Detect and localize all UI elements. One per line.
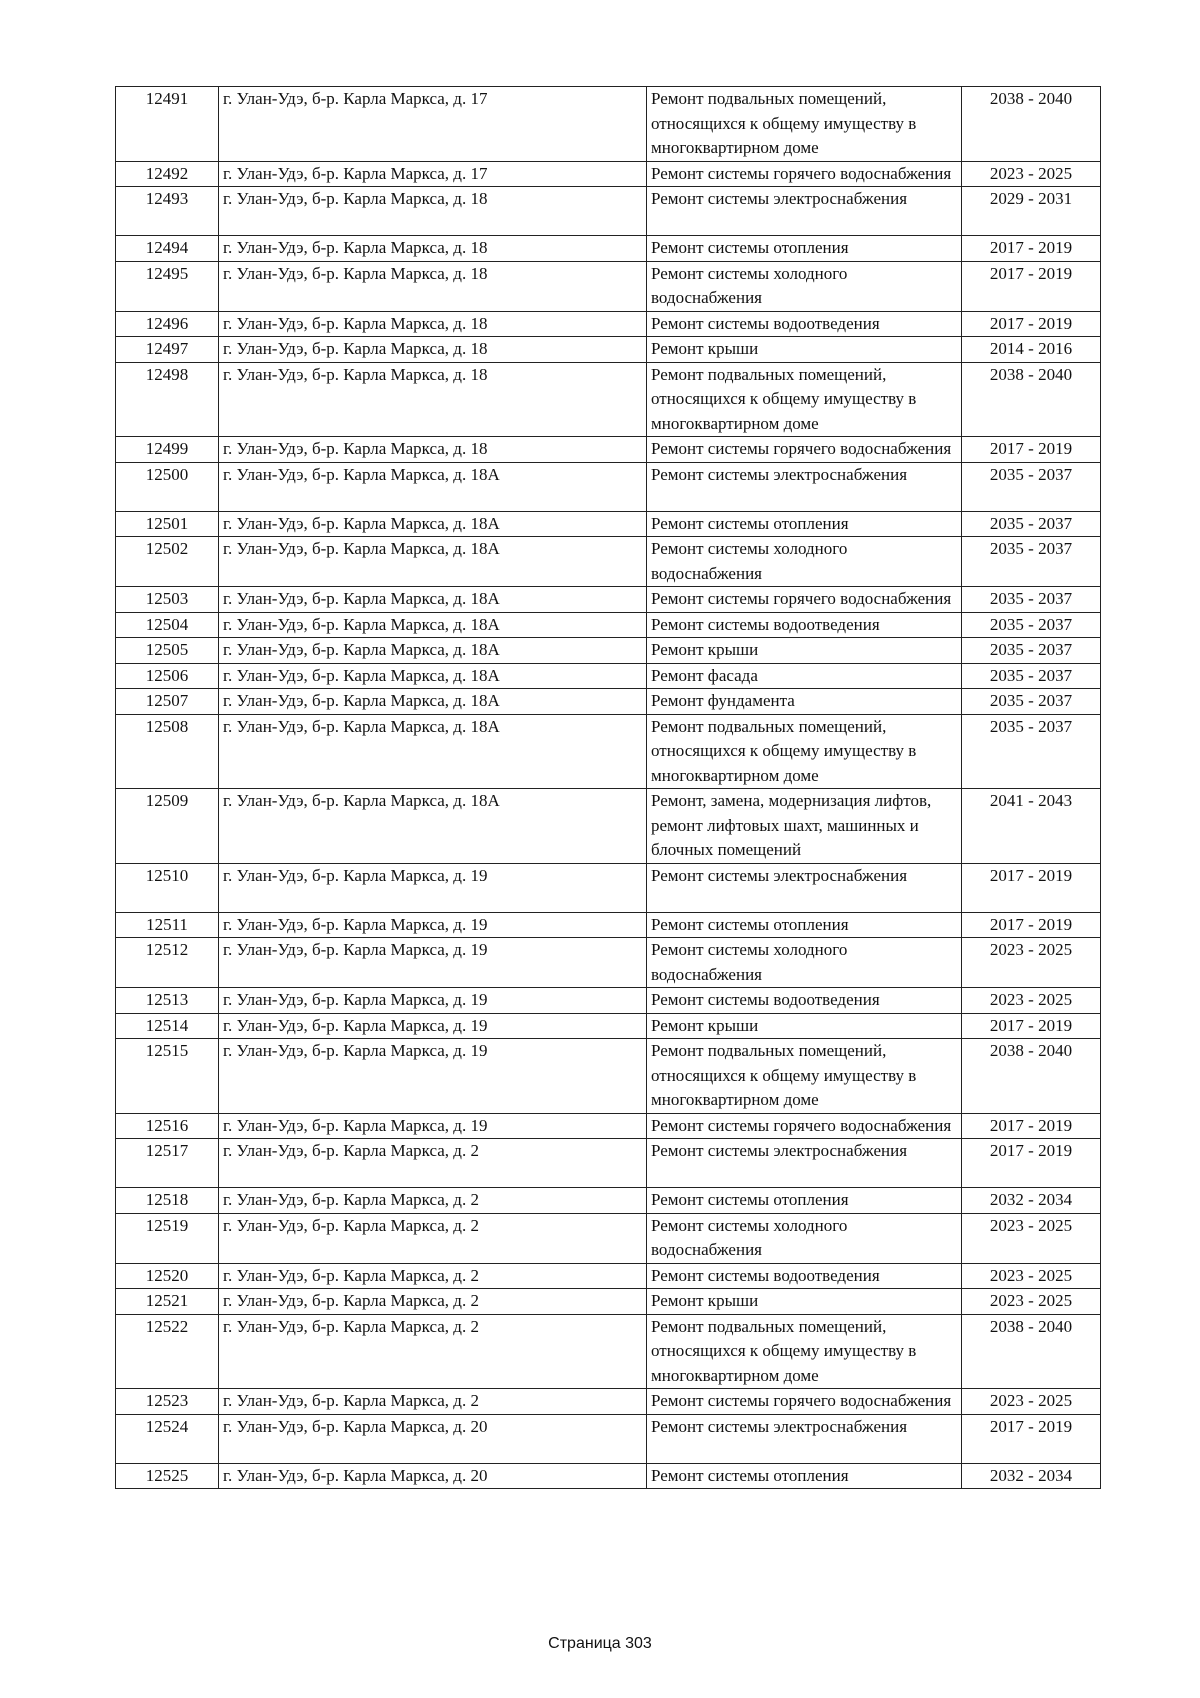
table-row xyxy=(116,462,1101,511)
period-cell: 2035 - 2037 xyxy=(962,663,1101,689)
work-type-cell: Ремонт системы холодного водоснабжения xyxy=(647,537,962,587)
work-type-cell: Ремонт системы водоотведения xyxy=(647,1263,962,1289)
table-row xyxy=(116,362,1101,437)
period-cell: 2017 - 2019 xyxy=(962,311,1101,337)
table-body xyxy=(116,87,1101,1489)
period-cell: 2014 - 2016 xyxy=(962,337,1101,363)
row-number-cell: 12516 xyxy=(116,1113,219,1139)
address-cell: г. Улан-Удэ, б-р. Карла Маркса, д. 17 xyxy=(219,161,647,187)
period-cell: 2032 - 2034 xyxy=(962,1188,1101,1214)
work-type-cell: Ремонт системы электроснабжения xyxy=(647,1139,962,1188)
table-row xyxy=(116,587,1101,613)
row-number-cell: 12491 xyxy=(116,87,219,162)
table-row xyxy=(116,1013,1101,1039)
row-number-cell: 12524 xyxy=(116,1414,219,1463)
work-type-cell: Ремонт системы водоотведения xyxy=(647,988,962,1014)
address-cell: г. Улан-Удэ, б-р. Карла Маркса, д. 18А xyxy=(219,714,647,789)
period-cell: 2032 - 2034 xyxy=(962,1463,1101,1489)
work-type-cell: Ремонт системы холодного водоснабжения xyxy=(647,261,962,311)
address-cell: г. Улан-Удэ, б-р. Карла Маркса, д. 2 xyxy=(219,1139,647,1188)
work-type-cell: Ремонт фундамента xyxy=(647,689,962,715)
period-cell: 2035 - 2037 xyxy=(962,689,1101,715)
row-number-cell: 12503 xyxy=(116,587,219,613)
address-cell: г. Улан-Удэ, б-р. Карла Маркса, д. 18А xyxy=(219,789,647,864)
work-type-cell: Ремонт системы холодного водоснабжения xyxy=(647,1213,962,1263)
row-number-cell: 12511 xyxy=(116,912,219,938)
table-row xyxy=(116,1414,1101,1463)
period-cell: 2017 - 2019 xyxy=(962,261,1101,311)
address-cell: г. Улан-Удэ, б-р. Карла Маркса, д. 20 xyxy=(219,1414,647,1463)
work-type-cell: Ремонт подвальных помещений, относящихся к общему имуществу в многоквартирном доме xyxy=(647,1314,962,1389)
table-row xyxy=(116,1289,1101,1315)
period-cell: 2038 - 2040 xyxy=(962,1314,1101,1389)
work-type-cell: Ремонт системы электроснабжения xyxy=(647,187,962,236)
row-number-cell: 12523 xyxy=(116,1389,219,1415)
address-cell: г. Улан-Удэ, б-р. Карла Маркса, д. 18А xyxy=(219,638,647,664)
row-number-cell: 12518 xyxy=(116,1188,219,1214)
address-cell: г. Улан-Удэ, б-р. Карла Маркса, д. 19 xyxy=(219,912,647,938)
work-type-cell: Ремонт системы горячего водоснабжения xyxy=(647,1389,962,1415)
period-cell: 2023 - 2025 xyxy=(962,988,1101,1014)
row-number-cell: 12519 xyxy=(116,1213,219,1263)
address-cell: г. Улан-Удэ, б-р. Карла Маркса, д. 18 xyxy=(219,311,647,337)
period-cell: 2017 - 2019 xyxy=(962,1013,1101,1039)
row-number-cell: 12525 xyxy=(116,1463,219,1489)
row-number-cell: 12500 xyxy=(116,462,219,511)
work-type-cell: Ремонт крыши xyxy=(647,337,962,363)
work-type-cell: Ремонт системы отопления xyxy=(647,236,962,262)
period-cell: 2017 - 2019 xyxy=(962,236,1101,262)
work-type-cell: Ремонт системы горячего водоснабжения xyxy=(647,161,962,187)
row-number-cell: 12499 xyxy=(116,437,219,463)
table-row xyxy=(116,1213,1101,1263)
table-row xyxy=(116,612,1101,638)
work-type-cell: Ремонт системы электроснабжения xyxy=(647,863,962,912)
period-cell: 2035 - 2037 xyxy=(962,511,1101,537)
period-cell: 2017 - 2019 xyxy=(962,1139,1101,1188)
table-row xyxy=(116,161,1101,187)
work-type-cell: Ремонт системы горячего водоснабжения xyxy=(647,587,962,613)
table-row xyxy=(116,789,1101,864)
page-number: Страница 303 xyxy=(548,1635,652,1652)
row-number-cell: 12508 xyxy=(116,714,219,789)
row-number-cell: 12507 xyxy=(116,689,219,715)
address-cell: г. Улан-Удэ, б-р. Карла Маркса, д. 2 xyxy=(219,1213,647,1263)
table-row xyxy=(116,689,1101,715)
work-type-cell: Ремонт системы водоотведения xyxy=(647,311,962,337)
work-type-cell: Ремонт системы электроснабжения xyxy=(647,1414,962,1463)
period-cell: 2035 - 2037 xyxy=(962,462,1101,511)
row-number-cell: 12497 xyxy=(116,337,219,363)
table-row xyxy=(116,1039,1101,1114)
address-cell: г. Улан-Удэ, б-р. Карла Маркса, д. 18А xyxy=(219,587,647,613)
period-cell: 2035 - 2037 xyxy=(962,714,1101,789)
work-type-cell: Ремонт системы горячего водоснабжения xyxy=(647,1113,962,1139)
row-number-cell: 12494 xyxy=(116,236,219,262)
address-cell: г. Улан-Удэ, б-р. Карла Маркса, д. 18А xyxy=(219,462,647,511)
period-cell: 2038 - 2040 xyxy=(962,87,1101,162)
row-number-cell: 12498 xyxy=(116,362,219,437)
period-cell: 2041 - 2043 xyxy=(962,789,1101,864)
work-type-cell: Ремонт системы отопления xyxy=(647,1463,962,1489)
period-cell: 2035 - 2037 xyxy=(962,612,1101,638)
address-cell: г. Улан-Удэ, б-р. Карла Маркса, д. 17 xyxy=(219,87,647,162)
period-cell: 2035 - 2037 xyxy=(962,537,1101,587)
work-type-cell: Ремонт системы отопления xyxy=(647,511,962,537)
address-cell: г. Улан-Удэ, б-р. Карла Маркса, д. 2 xyxy=(219,1263,647,1289)
row-number-cell: 12493 xyxy=(116,187,219,236)
row-number-cell: 12515 xyxy=(116,1039,219,1114)
address-cell: г. Улан-Удэ, б-р. Карла Маркса, д. 19 xyxy=(219,863,647,912)
row-number-cell: 12501 xyxy=(116,511,219,537)
work-type-cell: Ремонт крыши xyxy=(647,1289,962,1315)
address-cell: г. Улан-Удэ, б-р. Карла Маркса, д. 2 xyxy=(219,1389,647,1415)
work-type-cell: Ремонт крыши xyxy=(647,1013,962,1039)
address-cell: г. Улан-Удэ, б-р. Карла Маркса, д. 18А xyxy=(219,612,647,638)
table-row xyxy=(116,437,1101,463)
repair-schedule-table xyxy=(115,86,1101,1489)
row-number-cell: 12504 xyxy=(116,612,219,638)
row-number-cell: 12505 xyxy=(116,638,219,664)
address-cell: г. Улан-Удэ, б-р. Карла Маркса, д. 18 xyxy=(219,437,647,463)
address-cell: г. Улан-Удэ, б-р. Карла Маркса, д. 18 xyxy=(219,261,647,311)
table-row xyxy=(116,714,1101,789)
row-number-cell: 12495 xyxy=(116,261,219,311)
work-type-cell: Ремонт крыши xyxy=(647,638,962,664)
address-cell: г. Улан-Удэ, б-р. Карла Маркса, д. 18 xyxy=(219,362,647,437)
address-cell: г. Улан-Удэ, б-р. Карла Маркса, д. 18 xyxy=(219,236,647,262)
address-cell: г. Улан-Удэ, б-р. Карла Маркса, д. 19 xyxy=(219,938,647,988)
period-cell: 2035 - 2037 xyxy=(962,638,1101,664)
work-type-cell: Ремонт системы холодного водоснабжения xyxy=(647,938,962,988)
table-row xyxy=(116,1314,1101,1389)
period-cell: 2017 - 2019 xyxy=(962,1113,1101,1139)
table-row xyxy=(116,912,1101,938)
table-row xyxy=(116,261,1101,311)
table-row xyxy=(116,187,1101,236)
work-type-cell: Ремонт подвальных помещений, относящихся к общему имуществу в многоквартирном доме xyxy=(647,1039,962,1114)
work-type-cell: Ремонт подвальных помещений, относящихся к общему имуществу в многоквартирном доме xyxy=(647,362,962,437)
table-row xyxy=(116,863,1101,912)
row-number-cell: 12514 xyxy=(116,1013,219,1039)
address-cell: г. Улан-Удэ, б-р. Карла Маркса, д. 18 xyxy=(219,187,647,236)
period-cell: 2035 - 2037 xyxy=(962,587,1101,613)
table-row xyxy=(116,1113,1101,1139)
row-number-cell: 12517 xyxy=(116,1139,219,1188)
table-row xyxy=(116,1139,1101,1188)
table-row xyxy=(116,537,1101,587)
table-row xyxy=(116,638,1101,664)
row-number-cell: 12496 xyxy=(116,311,219,337)
address-cell: г. Улан-Удэ, б-р. Карла Маркса, д. 19 xyxy=(219,1013,647,1039)
table-row xyxy=(116,511,1101,537)
work-type-cell: Ремонт подвальных помещений, относящихся к общему имуществу в многоквартирном доме xyxy=(647,87,962,162)
table-row xyxy=(116,988,1101,1014)
period-cell: 2023 - 2025 xyxy=(962,1289,1101,1315)
table-row xyxy=(116,337,1101,363)
period-cell: 2017 - 2019 xyxy=(962,912,1101,938)
row-number-cell: 12502 xyxy=(116,537,219,587)
work-type-cell: Ремонт системы отопления xyxy=(647,912,962,938)
table-row xyxy=(116,236,1101,262)
row-number-cell: 12513 xyxy=(116,988,219,1014)
address-cell: г. Улан-Удэ, б-р. Карла Маркса, д. 19 xyxy=(219,1039,647,1114)
table-row xyxy=(116,1463,1101,1489)
address-cell: г. Улан-Удэ, б-р. Карла Маркса, д. 18А xyxy=(219,689,647,715)
table-row xyxy=(116,311,1101,337)
address-cell: г. Улан-Удэ, б-р. Карла Маркса, д. 18А xyxy=(219,537,647,587)
period-cell: 2038 - 2040 xyxy=(962,1039,1101,1114)
address-cell: г. Улан-Удэ, б-р. Карла Маркса, д. 2 xyxy=(219,1289,647,1315)
work-type-cell: Ремонт системы электроснабжения xyxy=(647,462,962,511)
row-number-cell: 12521 xyxy=(116,1289,219,1315)
period-cell: 2023 - 2025 xyxy=(962,1389,1101,1415)
address-cell: г. Улан-Удэ, б-р. Карла Маркса, д. 19 xyxy=(219,1113,647,1139)
table-row xyxy=(116,1188,1101,1214)
period-cell: 2038 - 2040 xyxy=(962,362,1101,437)
period-cell: 2023 - 2025 xyxy=(962,938,1101,988)
period-cell: 2029 - 2031 xyxy=(962,187,1101,236)
period-cell: 2023 - 2025 xyxy=(962,161,1101,187)
table-row xyxy=(116,938,1101,988)
row-number-cell: 12506 xyxy=(116,663,219,689)
work-type-cell: Ремонт, замена, модернизация лифтов, ремонт лифтовых шахт, машинных и блочных помещений xyxy=(647,789,962,864)
period-cell: 2023 - 2025 xyxy=(962,1263,1101,1289)
address-cell: г. Улан-Удэ, б-р. Карла Маркса, д. 18 xyxy=(219,337,647,363)
address-cell: г. Улан-Удэ, б-р. Карла Маркса, д. 2 xyxy=(219,1314,647,1389)
row-number-cell: 12520 xyxy=(116,1263,219,1289)
address-cell: г. Улан-Удэ, б-р. Карла Маркса, д. 18А xyxy=(219,511,647,537)
table-row xyxy=(116,1263,1101,1289)
row-number-cell: 12509 xyxy=(116,789,219,864)
period-cell: 2023 - 2025 xyxy=(962,1213,1101,1263)
table-row xyxy=(116,87,1101,162)
row-number-cell: 12522 xyxy=(116,1314,219,1389)
table-row xyxy=(116,1389,1101,1415)
table-row xyxy=(116,663,1101,689)
period-cell: 2017 - 2019 xyxy=(962,863,1101,912)
work-type-cell: Ремонт системы отопления xyxy=(647,1188,962,1214)
address-cell: г. Улан-Удэ, б-р. Карла Маркса, д. 2 xyxy=(219,1188,647,1214)
work-type-cell: Ремонт подвальных помещений, относящихся к общему имуществу в многоквартирном доме xyxy=(647,714,962,789)
work-type-cell: Ремонт системы горячего водоснабжения xyxy=(647,437,962,463)
period-cell: 2017 - 2019 xyxy=(962,437,1101,463)
work-type-cell: Ремонт системы водоотведения xyxy=(647,612,962,638)
row-number-cell: 12512 xyxy=(116,938,219,988)
row-number-cell: 12492 xyxy=(116,161,219,187)
address-cell: г. Улан-Удэ, б-р. Карла Маркса, д. 19 xyxy=(219,988,647,1014)
address-cell: г. Улан-Удэ, б-р. Карла Маркса, д. 20 xyxy=(219,1463,647,1489)
address-cell: г. Улан-Удэ, б-р. Карла Маркса, д. 18А xyxy=(219,663,647,689)
period-cell: 2017 - 2019 xyxy=(962,1414,1101,1463)
row-number-cell: 12510 xyxy=(116,863,219,912)
work-type-cell: Ремонт фасада xyxy=(647,663,962,689)
